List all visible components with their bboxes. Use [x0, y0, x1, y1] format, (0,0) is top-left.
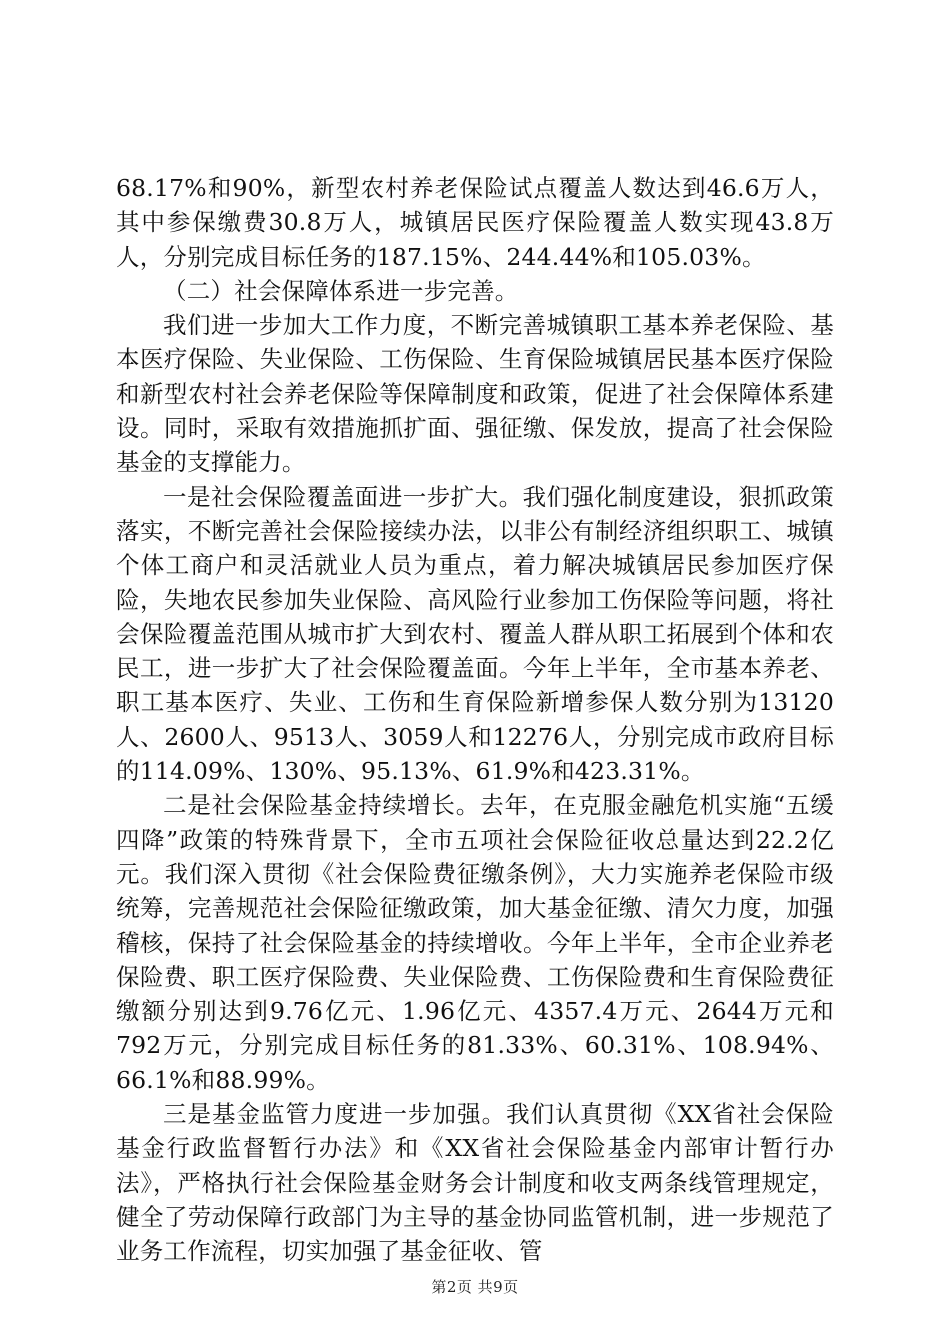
document-body	[116, 171, 834, 1269]
paragraph-system-improvement: 我们进一步加大工作力度，不断完善城镇职工基本养老保险、基本医疗保险、失业保险、工伤保险、生育保险城镇居民基本医疗保险和新型农村社会养老保险等保障制度和政策，促进了社会保障体系建设。同时，采取有效措施抓扩面、强征缴、保发放，提高了社会保险基金的支撑能力。	[116, 311, 834, 477]
page-number-footer: 第2页 共9页	[431, 1278, 519, 1296]
paragraph-coverage-expansion: 一是社会保险覆盖面进一步扩大。我们强化制度建设，狠抓政策落实，不断完善社会保险接续办法，以非公有制经济组织职工、城镇个体工商户和灵活就业人员为重点，着力解决城镇居民参加医疗保险，失地农民参加失业保险、高风险行业参加工伤保险等问题，将社会保险覆盖范围从城市扩大到农村、覆盖人群从职工拓展到个体和农民工，进一步扩大了社会保险覆盖面。今年上半年，全市基本养老、职工基本医疗、失业、工伤和生育保险新增参保人数分别为13120人、2600人、9513人、3059人和12276人，分别完成市政府目标的114.09%、130%、95.13%、61.9%和423.31%。	[116, 482, 834, 786]
paragraph-continued: 68.17%和90%，新型农村养老保险试点覆盖人数达到46.6万人，其中参保缴费30.8万人，城镇居民医疗保险覆盖人数实现43.8万人，分别完成目标任务的187.15%、244.44%和105.03%。	[116, 174, 834, 271]
paragraph-fund-growth: 二是社会保险基金持续增长。去年，在克服金融危机实施“五缓四降”政策的特殊背景下，全市五项社会保险征收总量达到22.2亿元。我们深入贯彻《社会保险费征缴条例》，大力实施养老保险市级统筹，完善规范社会保险征缴政策，加大基金征缴、清欠力度，加强稽核，保持了社会保险基金的持续增收。今年上半年，全市企业养老保险费、职工医疗保险费、失业保险费、工伤保险费和生育保险费征缴额分别达到9.76亿元、1.96亿元、4357.4万元、2644万元和792万元，分别完成目标任务的81.33%、60.31%、108.94%、66.1%和88.99%。	[116, 791, 834, 1094]
paragraph-fund-supervision: 三是基金监管力度进一步加强。我们认真贯彻《XX省社会保险基金行政监督暂行办法》和《XX省社会保险基金内部审计暂行办法》，严格执行社会保险基金财务会计制度和收支两条线管理规定，健全了劳动保障行政部门为主导的基金协同监管机制，进一步规范了业务工作流程，切实加强了基金征收、管	[116, 1100, 834, 1266]
section-heading-social-security-system: （二）社会保障体系进一步完善。	[163, 276, 519, 305]
